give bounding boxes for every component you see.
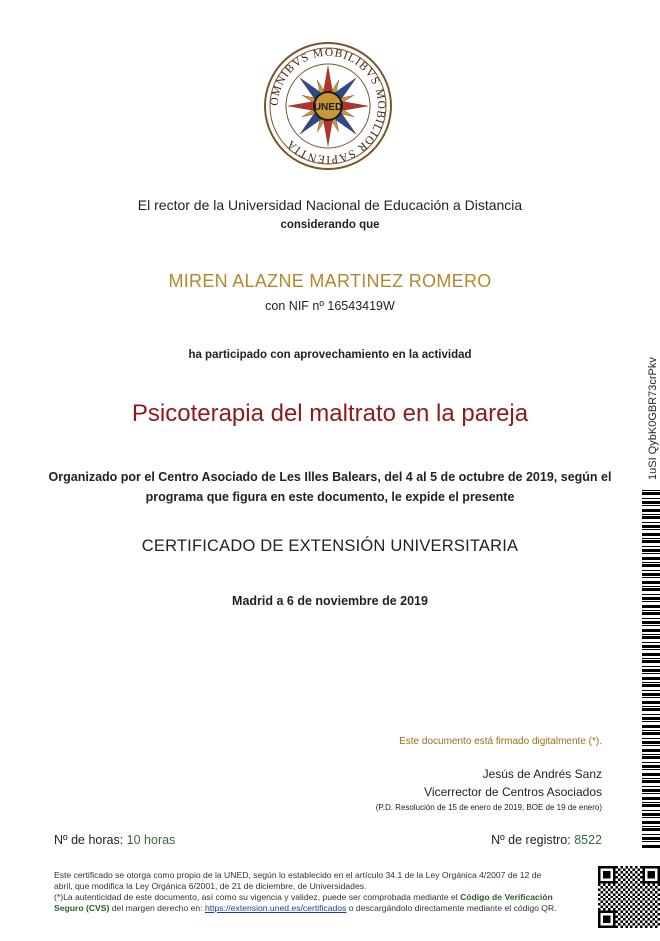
uned-seal-logo bbox=[262, 40, 394, 172]
barcode-icon bbox=[642, 490, 660, 850]
issue-date: Madrid a 6 de noviembre de 2019 bbox=[232, 594, 428, 608]
hours-field bbox=[54, 833, 175, 847]
signer-resolution: (P.D. Resolución de 15 de enero de 2019, BOE de 19 de enero) bbox=[375, 803, 602, 812]
hours-label: Nº de horas: bbox=[54, 833, 124, 847]
certificate-type: CERTIFICADO DE EXTENSIÓN UNIVERSITARIA bbox=[141, 537, 519, 555]
footer-line2-b: del margen derecho en: bbox=[111, 903, 203, 913]
footer-legal bbox=[54, 870, 562, 914]
course-title: Psicoterapia del maltrato en la pareja bbox=[131, 400, 529, 427]
verification-link[interactable]: https://extension.uned.es/certificados bbox=[204, 903, 347, 913]
svg-text:UNED: UNED bbox=[313, 102, 343, 113]
signer-role: Vicerrector de Centros Asociados bbox=[424, 785, 602, 799]
csv-code-text: 1uSI QybK0GBR73crPkv bbox=[647, 357, 659, 480]
organizer-text: Organizado por el Centro Asociado de Les Illes Balears, del 4 al 5 de octubre de 2019, según el programa que figura en este documento, le expide el presente bbox=[48, 470, 612, 504]
registry-value: 8522 bbox=[574, 833, 602, 847]
registry-label: Nº de registro: bbox=[491, 833, 571, 847]
qr-code-icon[interactable] bbox=[598, 866, 660, 928]
registry-field bbox=[491, 833, 602, 847]
rector-intro: El rector de la Universidad Nacional de Educación a Distancia bbox=[137, 197, 523, 213]
footer-csv-label: Código de Verificación Seguro (CVS) bbox=[54, 892, 553, 913]
hours-value: 10 horas bbox=[126, 833, 176, 847]
footer-legal-line2 bbox=[54, 892, 562, 914]
svg-text:OMNIBVS MOBILIBVS MOBILIOR SAP: OMNIBVS MOBILIBVS MOBILIOR SAPIENTIA bbox=[268, 46, 388, 166]
recipient-name: MIREN ALAZNE MARTINEZ ROMERO bbox=[168, 271, 492, 291]
footer-line2-a: (*)La autenticidad de este documento, así como su vigencia y validez, puede ser comprobada mediante el bbox=[54, 892, 458, 902]
footer-legal-line1: Este certificado se otorga como propio de la UNED, según lo establecido en el artículo 34.1 de la Ley Orgánica 4/2007 de 12 de abril, que modifica la Ley Orgánica 6/2001, de 21 de diciembre, de Universidades. bbox=[54, 870, 542, 891]
considering-text: considerando que bbox=[280, 219, 380, 231]
recipient-nif: con NIF nº 16543419W bbox=[265, 299, 395, 313]
participation-text: ha participado con aprovechamiento en la actividad bbox=[188, 349, 472, 361]
footer-line2-c: o descargándolo directamente mediante el código QR. bbox=[348, 903, 557, 913]
csv-code bbox=[642, 330, 660, 480]
signer-name: Jesús de Andrés Sanz bbox=[482, 767, 602, 781]
digital-signature-note: Este documento está firmado digitalmente (*). bbox=[399, 736, 602, 747]
